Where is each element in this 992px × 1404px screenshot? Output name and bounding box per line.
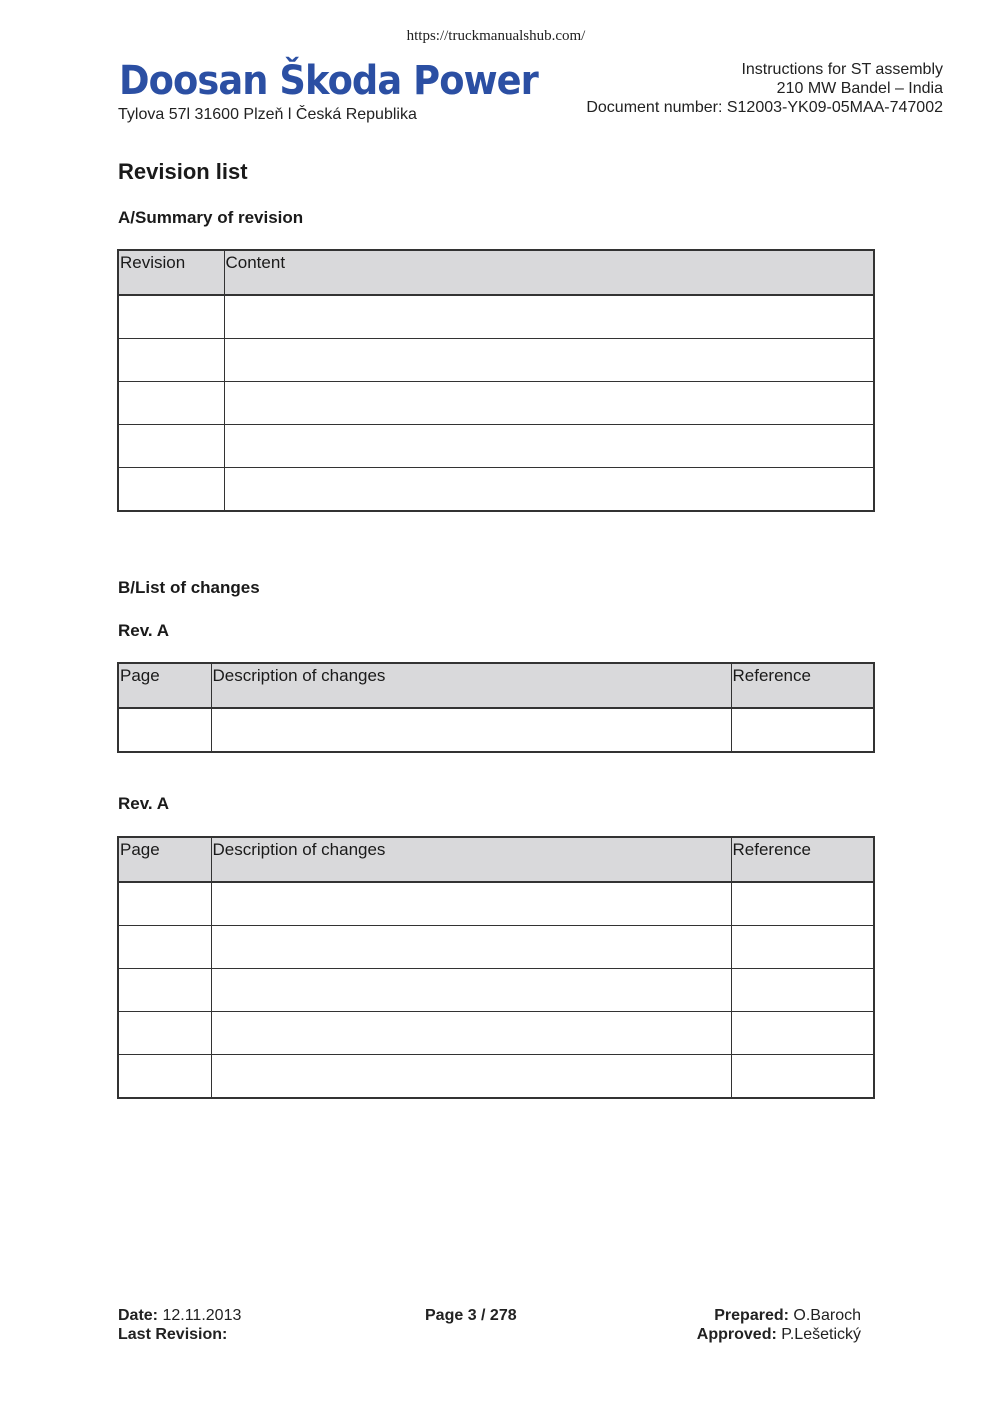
- table-cell: [224, 382, 874, 425]
- document-title: Instructions for ST assembly: [741, 61, 943, 78]
- column-header: Content: [224, 250, 874, 295]
- section-a-heading: A/Summary of revision: [118, 208, 304, 227]
- footer-approved: [697, 1325, 861, 1344]
- table-row: [118, 708, 874, 752]
- rev-a-heading-2: Rev. A: [118, 794, 170, 813]
- table-header-row: [118, 663, 874, 708]
- table-row: [118, 882, 874, 926]
- table-cell: [211, 708, 731, 752]
- table-row: [118, 468, 874, 512]
- table-cell: [118, 425, 224, 468]
- footer-prepared: [697, 1306, 861, 1325]
- table-cell: [118, 1055, 211, 1099]
- section-b-heading: B/List of changes: [118, 578, 260, 597]
- table-row: [118, 339, 874, 382]
- date-value: 12.11.2013: [162, 1307, 242, 1324]
- table-cell: [224, 295, 874, 339]
- column-header: Reference: [731, 663, 874, 708]
- table-cell: [118, 1012, 211, 1055]
- table-cell: [224, 425, 874, 468]
- changes-table-rev-a-2: [117, 836, 875, 1099]
- company-address: Tylova 57l 31600 Plzeň l Česká Republika: [118, 106, 417, 123]
- table-cell: [224, 339, 874, 382]
- date-label: Date:: [118, 1307, 159, 1324]
- table-cell: [118, 468, 224, 512]
- source-url: https://truckmanualshub.com/: [406, 28, 586, 44]
- table-row: [118, 425, 874, 468]
- table-cell: [731, 926, 874, 969]
- table-cell: [118, 295, 224, 339]
- table-cell: [211, 969, 731, 1012]
- table-cell: [118, 339, 224, 382]
- changes-table-rev-a: [117, 662, 875, 753]
- column-header: Description of changes: [211, 837, 731, 882]
- revision-summary-table: [117, 249, 875, 512]
- last-revision-label: Last Revision:: [118, 1326, 228, 1343]
- table-cell: [224, 468, 874, 512]
- column-header: Page: [118, 837, 211, 882]
- table-cell: [118, 969, 211, 1012]
- table-header-row: [118, 250, 874, 295]
- table-row: [118, 926, 874, 969]
- approved-value: P.Lešetický: [781, 1326, 861, 1343]
- footer-last-revision: [118, 1325, 241, 1344]
- column-header: Revision: [118, 250, 224, 295]
- table-cell: [211, 926, 731, 969]
- table-cell: [731, 1012, 874, 1055]
- document-number: Document number: S12003-YK09-05MAA-747002: [586, 99, 943, 116]
- table-row: [118, 382, 874, 425]
- table-header-row: [118, 837, 874, 882]
- prepared-value: O.Baroch: [793, 1307, 861, 1324]
- table-cell: [118, 882, 211, 926]
- table-cell: [731, 1055, 874, 1099]
- table-row: [118, 295, 874, 339]
- prepared-label: Prepared:: [714, 1307, 789, 1324]
- company-logo: Doosan Škoda Power: [119, 58, 538, 104]
- column-header: Reference: [731, 837, 874, 882]
- page-title: Revision list: [118, 159, 248, 184]
- approved-label: Approved:: [696, 1326, 777, 1343]
- table-row: [118, 1012, 874, 1055]
- table-row: [118, 1055, 874, 1099]
- footer-page: [425, 1306, 517, 1325]
- document-info: [586, 60, 943, 117]
- page-number: Page 3 / 278: [425, 1307, 517, 1324]
- footer-left: [118, 1306, 241, 1344]
- table-cell: [211, 882, 731, 926]
- column-header: Description of changes: [211, 663, 731, 708]
- table-cell: [731, 708, 874, 752]
- table-cell: [118, 926, 211, 969]
- table-cell: [118, 382, 224, 425]
- table-cell: [731, 969, 874, 1012]
- table-cell: [211, 1012, 731, 1055]
- table-cell: [731, 882, 874, 926]
- table-cell: [118, 708, 211, 752]
- table-row: [118, 969, 874, 1012]
- rev-a-heading: Rev. A: [118, 621, 170, 640]
- footer-date: [118, 1306, 241, 1325]
- table-cell: [211, 1055, 731, 1099]
- project-name: 210 MW Bandel – India: [776, 80, 943, 97]
- footer-right: [697, 1306, 861, 1344]
- column-header: Page: [118, 663, 211, 708]
